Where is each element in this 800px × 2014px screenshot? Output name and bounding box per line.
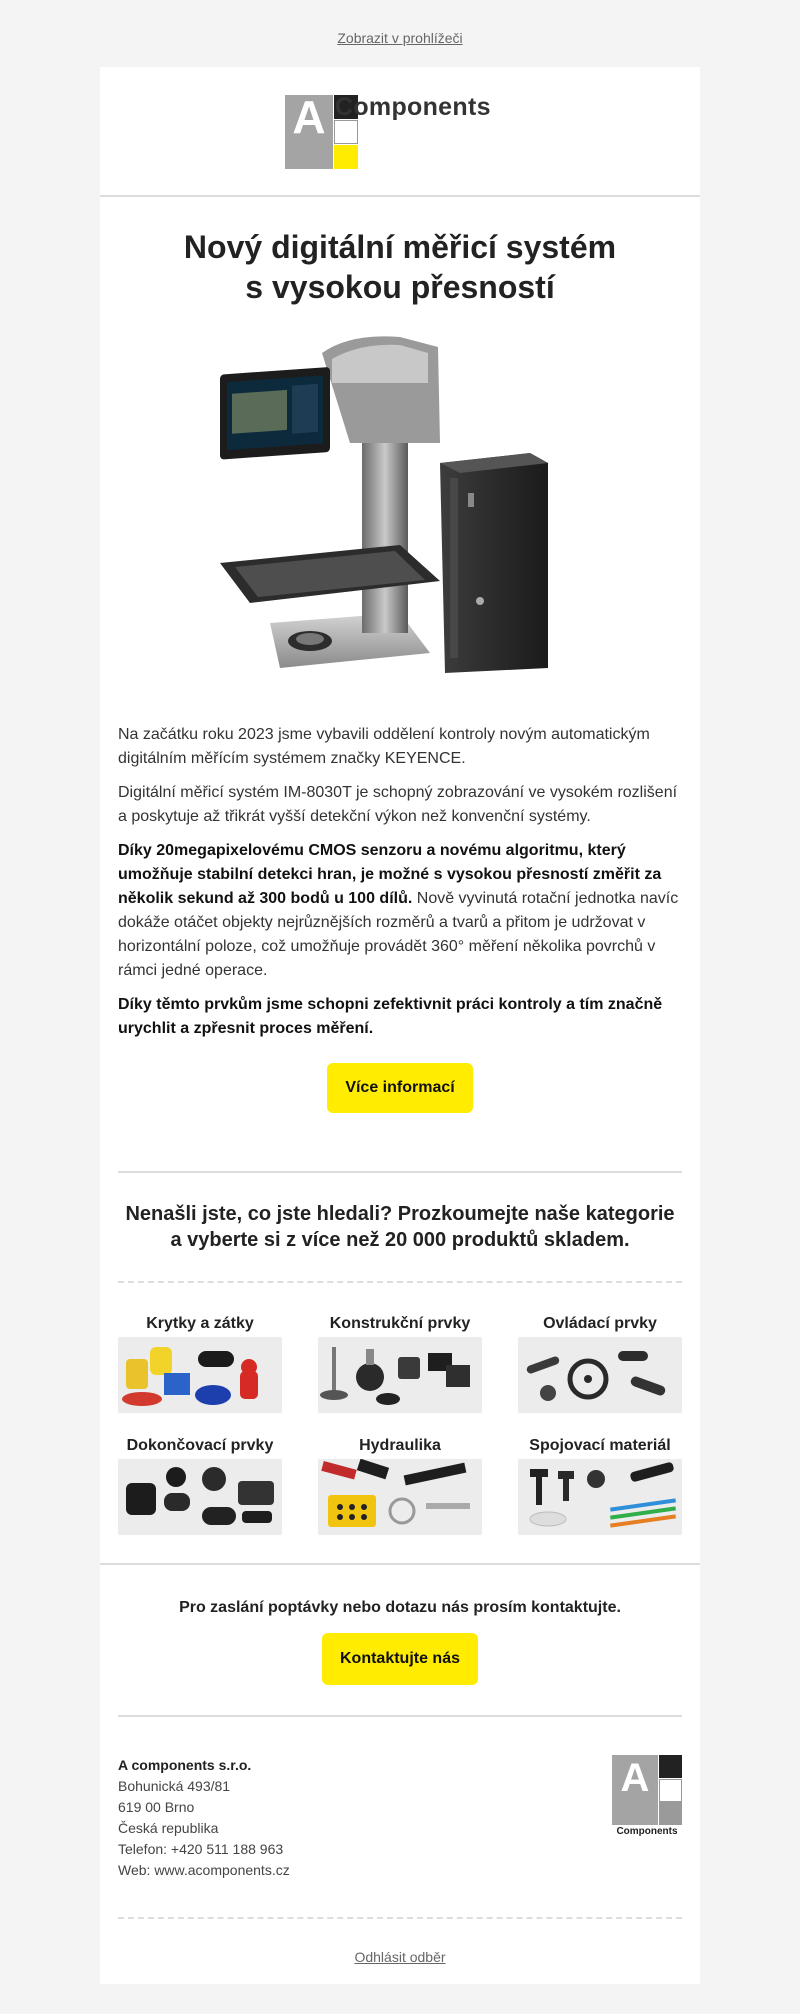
category-construction[interactable] [318,1313,482,1413]
footer-logo-square-grey [659,1802,682,1825]
category-name: Krytky a zátky [146,1315,254,1332]
category-name: Hydraulika [359,1437,441,1454]
categories-heading-line1: Nenašli jste, co jste hledali? Prozkoumejte naše kategorie [125,1203,675,1225]
company-logo[interactable] [285,91,515,169]
article-paragraph-1: Na začátku roku 2023 jsme vybavili oddělení kontroly novým automatickým digitálním měřícím systémem značky KEYENCE. [118,726,650,767]
footer [118,1755,682,1905]
categories-heading [120,1201,680,1253]
footer-logo-letter: A [612,1755,658,1825]
unsubscribe-link[interactable]: Odhlásit odběr [354,1949,446,1965]
category-image-construction [318,1337,482,1413]
article-paragraph-3 [118,839,682,983]
header [100,67,700,197]
category-fasteners[interactable] [518,1435,682,1535]
category-name: Konstrukční prvky [329,1315,471,1332]
hero-product-image [100,323,700,703]
category-image-hydraulics [318,1459,482,1535]
article-title [100,197,700,307]
dashed-divider [118,1917,682,1919]
logo-square-white [334,120,358,144]
footer-logo [612,1755,682,1839]
view-in-browser-link[interactable]: Zobrazit v prohlížeči [337,30,463,46]
article-paragraph-4-bold: Díky těmto prvkům jsme schopni zefektivnit práci kontroly a tím značně urychlit a zpřesnit proces měření. [118,996,663,1037]
dashed-divider [118,1281,682,1283]
contact-button-wrap [100,1633,700,1685]
logo-square-yellow [334,145,358,169]
logo-wordmark: Components [335,93,491,121]
article-paragraph-4 [118,993,682,1041]
category-name: Ovládací prvky [543,1315,657,1332]
more-info-button[interactable]: Více informací [327,1063,473,1113]
divider [118,1715,682,1717]
category-hydraulics[interactable] [318,1435,482,1535]
category-caps[interactable] [118,1313,282,1413]
measuring-system-illustration [100,323,700,703]
article-paragraph-3-rest: Nově vyvinutá rotační jednotka navíc dokáže otáčet objekty nejrůznějších rozměrů a tvarů a přitom je udržovat v horizontální poloze, což umožňuje provádět 360° měření několika povrchů v rámci jedné operace. [118,890,679,979]
section-divider [100,1563,700,1565]
categories-heading-line2: a vyberte si z více než 20 000 produktů skladem. [170,1229,630,1251]
article-paragraph-2: Digitální měřicí systém IM-8030T je schopný zobrazování ve vysokém rozlišení a poskytuje až třikrát vyšší detekční výkon než konvenční systémy. [118,784,678,825]
address-city: 619 00 Brno [118,1799,195,1815]
category-image-control [518,1337,682,1413]
address-street: Bohunická 493/81 [118,1778,231,1794]
divider [118,1171,682,1173]
category-name: Spojovací materiál [529,1437,671,1454]
footer-logo-wordmark: Components [616,1826,678,1837]
contact-text: Pro zaslání poptávky nebo dotazu nás prosím kontaktujte. [179,1599,621,1616]
email-card [100,67,700,1984]
logo-letter: A [285,95,333,169]
footer-logo-square-dark [659,1755,682,1778]
more-info-wrap [100,1063,700,1113]
category-grid [118,1313,682,1535]
category-image-fasteners [518,1459,682,1535]
company-address [118,1755,682,1881]
article-title-line2: s vysokou přesností [245,269,555,305]
footer-logo-square-white [659,1779,682,1802]
company-web: Web: www.acomponents.cz [118,1862,290,1878]
company-name: A components s.r.o. [118,1757,252,1773]
contact-button[interactable]: Kontaktujte nás [322,1633,478,1685]
article-paragraph-3-bold: Díky 20megapixelovému CMOS senzoru a novému algoritmu, který umožňuje stabilní detekci hran, je možné s vysokou přesností změřit za několik sekund až 300 bodů u 100 dílů. [118,842,662,907]
company-phone: Telefon: +420 511 188 963 [118,1841,284,1857]
category-finishing[interactable] [118,1435,282,1535]
category-image-caps [118,1337,282,1413]
category-control[interactable] [518,1313,682,1413]
view-in-browser-bar [0,0,800,66]
category-image-finishing [118,1459,282,1535]
address-country: Česká republika [118,1820,219,1836]
category-name: Dokončovací prvky [126,1437,274,1454]
article-title-line1: Nový digitální měřicí systém [183,229,617,265]
